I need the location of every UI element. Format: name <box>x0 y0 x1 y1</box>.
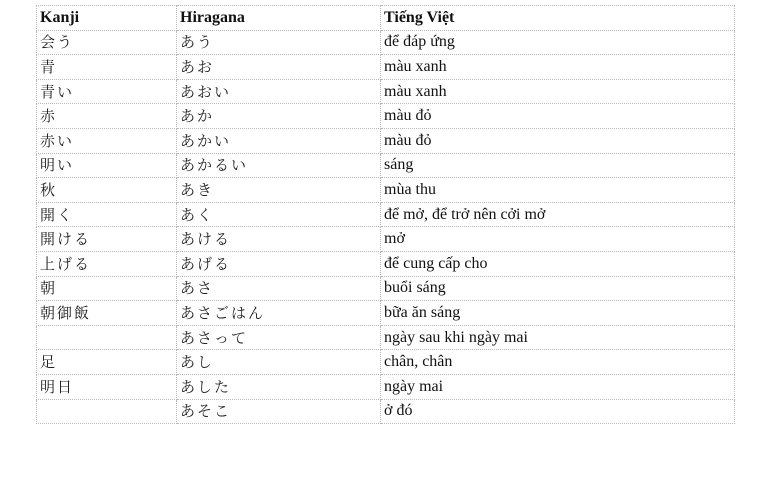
cell-hiragana: あさ <box>177 276 381 301</box>
table-row <box>37 227 735 252</box>
cell-kanji: 赤 <box>37 104 177 129</box>
cell-kanji: 会う <box>37 30 177 55</box>
table-row <box>37 374 735 399</box>
table-row <box>37 30 735 55</box>
table-row <box>37 276 735 301</box>
cell-hiragana: あし <box>177 350 381 375</box>
table-row <box>37 178 735 203</box>
table-row <box>37 350 735 375</box>
cell-vietnamese: để mở, để trở nên cởi mở <box>381 202 735 227</box>
cell-hiragana: あかるい <box>177 153 381 178</box>
cell-vietnamese: mở <box>381 227 735 252</box>
cell-kanji: 朝御飯 <box>37 301 177 326</box>
cell-hiragana: あさって <box>177 325 381 350</box>
cell-hiragana: あき <box>177 178 381 203</box>
header-row <box>37 6 735 31</box>
cell-kanji: 開ける <box>37 227 177 252</box>
table-row <box>37 55 735 80</box>
cell-kanji: 足 <box>37 350 177 375</box>
table-row <box>37 325 735 350</box>
cell-vietnamese: màu xanh <box>381 79 735 104</box>
cell-hiragana: あける <box>177 227 381 252</box>
cell-hiragana: あおい <box>177 79 381 104</box>
table-row <box>37 301 735 326</box>
cell-vietnamese: mùa thu <box>381 178 735 203</box>
header-kanji: Kanji <box>37 6 177 31</box>
cell-hiragana: あそこ <box>177 399 381 424</box>
cell-vietnamese: để đáp ứng <box>381 30 735 55</box>
cell-kanji: 青い <box>37 79 177 104</box>
cell-kanji <box>37 325 177 350</box>
table-body <box>37 30 735 424</box>
table-row <box>37 202 735 227</box>
cell-hiragana: あお <box>177 55 381 80</box>
cell-hiragana: あした <box>177 374 381 399</box>
cell-hiragana: あか <box>177 104 381 129</box>
table-row <box>37 153 735 178</box>
cell-kanji: 秋 <box>37 178 177 203</box>
vocabulary-table <box>36 5 735 424</box>
cell-vietnamese: buổi sáng <box>381 276 735 301</box>
cell-kanji: 開く <box>37 202 177 227</box>
cell-hiragana: あげる <box>177 251 381 276</box>
cell-vietnamese: ngày mai <box>381 374 735 399</box>
table-row <box>37 399 735 424</box>
cell-vietnamese: chân, chân <box>381 350 735 375</box>
cell-hiragana: あう <box>177 30 381 55</box>
cell-vietnamese: màu xanh <box>381 55 735 80</box>
cell-kanji: 朝 <box>37 276 177 301</box>
cell-vietnamese: bữa ăn sáng <box>381 301 735 326</box>
cell-hiragana: あく <box>177 202 381 227</box>
table-row <box>37 79 735 104</box>
cell-vietnamese: màu đỏ <box>381 104 735 129</box>
header-hiragana: Hiragana <box>177 6 381 31</box>
table-row <box>37 104 735 129</box>
cell-hiragana: あかい <box>177 128 381 153</box>
table-row <box>37 251 735 276</box>
cell-kanji <box>37 399 177 424</box>
cell-kanji: 上げる <box>37 251 177 276</box>
cell-kanji: 青 <box>37 55 177 80</box>
table-row <box>37 128 735 153</box>
cell-vietnamese: sáng <box>381 153 735 178</box>
cell-kanji: 明い <box>37 153 177 178</box>
cell-vietnamese: ngày sau khi ngày mai <box>381 325 735 350</box>
cell-kanji: 赤い <box>37 128 177 153</box>
cell-vietnamese: để cung cấp cho <box>381 251 735 276</box>
header-vietnamese: Tiếng Việt <box>381 6 735 31</box>
cell-vietnamese: ở đó <box>381 399 735 424</box>
cell-vietnamese: màu đỏ <box>381 128 735 153</box>
cell-hiragana: あさごはん <box>177 301 381 326</box>
cell-kanji: 明日 <box>37 374 177 399</box>
